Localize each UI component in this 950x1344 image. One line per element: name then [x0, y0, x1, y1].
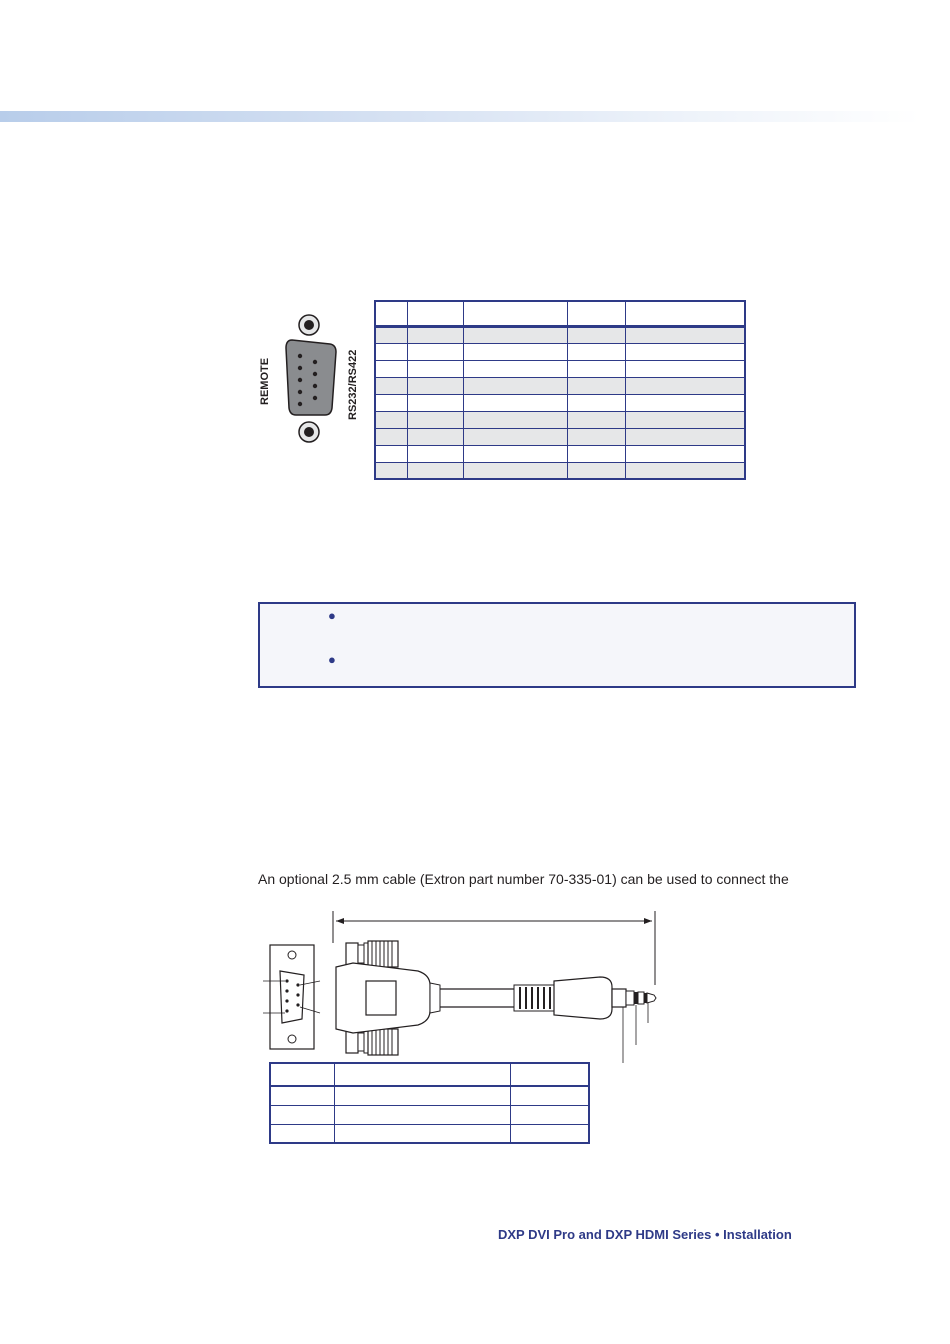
- table-row: [375, 462, 745, 479]
- body-paragraph: An optional 2.5 mm cable (Extron part number 70-335-01) can be used to connect the: [258, 871, 789, 887]
- cable-pin-table: [269, 1062, 590, 1144]
- table-row: [375, 326, 745, 343]
- table-row: [270, 1124, 589, 1143]
- table-row: [270, 1086, 589, 1105]
- protocol-label: RS232/RS422: [347, 349, 359, 420]
- cable-illustration: [258, 905, 678, 1065]
- bullet-icon: ●: [328, 652, 336, 667]
- table-row: [375, 343, 745, 360]
- table-row: [375, 360, 745, 377]
- page-footer: DXP DVI Pro and DXP HDMI Series • Installation: [498, 1227, 792, 1242]
- note-box: [258, 602, 856, 688]
- table-row: [375, 445, 745, 462]
- bullet-icon: ●: [328, 608, 336, 623]
- table-row: [375, 411, 745, 428]
- table-row: [375, 394, 745, 411]
- header-gradient-bar: [0, 111, 920, 122]
- rs232-pin-table: [374, 300, 746, 480]
- table-row: [375, 428, 745, 445]
- table-row: [270, 1105, 589, 1124]
- remote-label: REMOTE: [259, 357, 271, 405]
- table-row: [375, 377, 745, 394]
